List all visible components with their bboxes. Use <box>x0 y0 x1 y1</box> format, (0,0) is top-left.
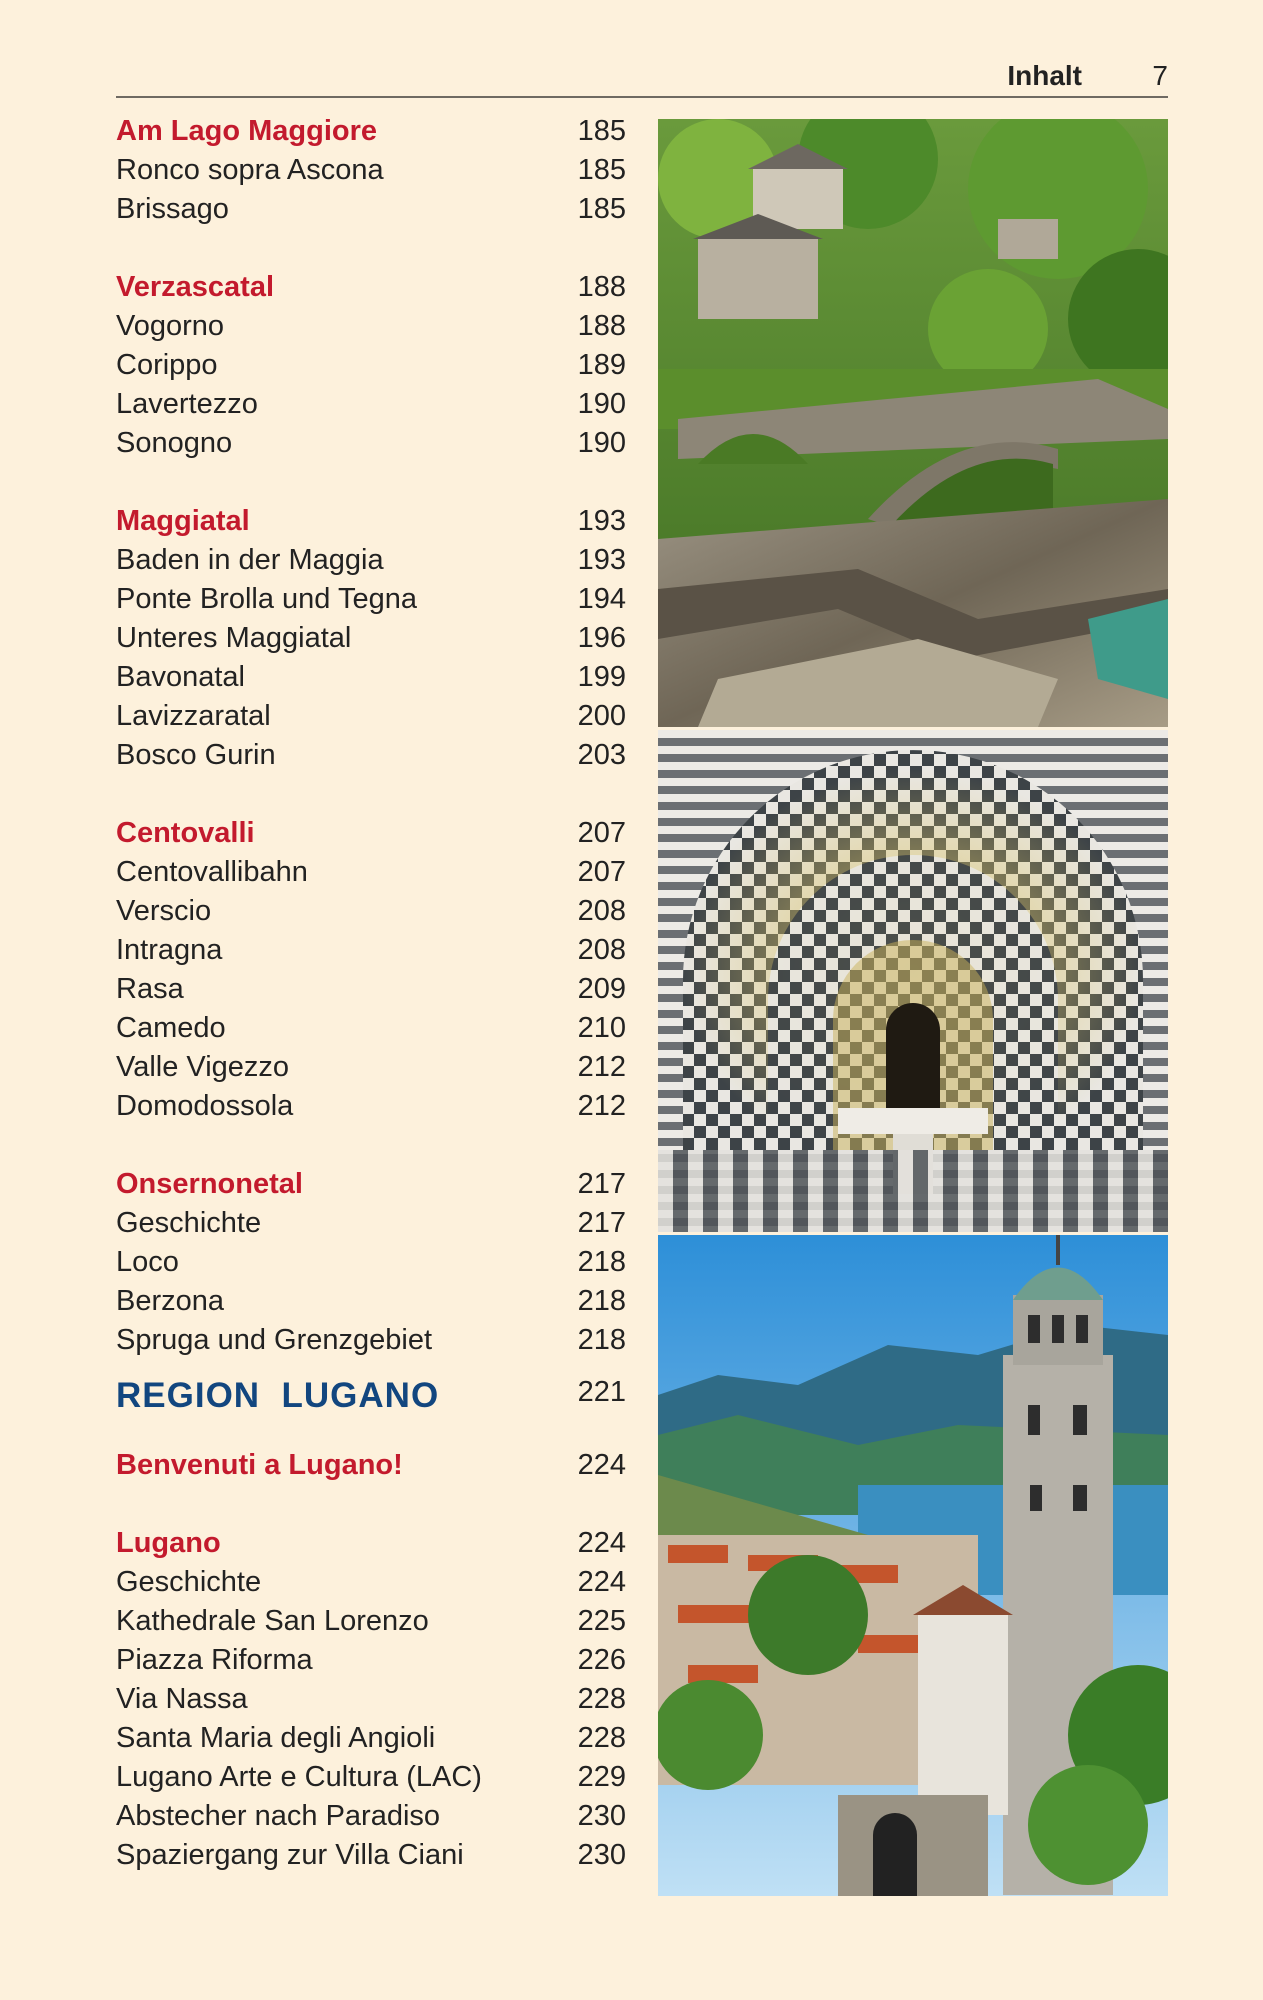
toc-entry-row[interactable] <box>116 1009 626 1048</box>
toc-entry-row[interactable] <box>116 1719 626 1758</box>
toc-page: 200 <box>577 700 626 732</box>
toc-entry-row[interactable] <box>116 1087 626 1126</box>
spacer <box>116 1485 626 1524</box>
toc-title: Am Lago Maggiore <box>116 115 378 147</box>
toc-title: Domodossola <box>116 1090 294 1122</box>
toc-entry-row[interactable] <box>116 151 626 190</box>
toc-page: 190 <box>577 388 626 420</box>
toc-entry-row[interactable] <box>116 1602 626 1641</box>
table-of-contents <box>116 112 626 1875</box>
spacer <box>116 775 626 814</box>
toc-chapter-row[interactable] <box>116 1165 626 1204</box>
toc-page: 185 <box>577 115 626 147</box>
toc-entry-row[interactable] <box>116 190 626 229</box>
photo-stone-bridge <box>658 119 1168 727</box>
toc-entry-row[interactable] <box>116 1758 626 1797</box>
toc-title: Spruga und Grenzgebiet <box>116 1324 432 1356</box>
toc-entry-row[interactable] <box>116 307 626 346</box>
toc-title: Rasa <box>116 973 184 1005</box>
region-title: REGION LUGANO <box>116 1376 440 1415</box>
toc-page: 221 <box>577 1376 626 1408</box>
toc-title: Intragna <box>116 934 223 966</box>
toc-entry-row[interactable] <box>116 892 626 931</box>
toc-page: 194 <box>577 583 626 615</box>
toc-page: 210 <box>577 1012 626 1044</box>
toc-page: 188 <box>577 310 626 342</box>
toc-page: 228 <box>577 1683 626 1715</box>
toc-entry-row[interactable] <box>116 619 626 658</box>
toc-page: 224 <box>577 1527 626 1559</box>
toc-page: 185 <box>577 193 626 225</box>
toc-page: 193 <box>577 505 626 537</box>
toc-title: Benvenuti a Lugano! <box>116 1449 403 1481</box>
toc-title: Geschichte <box>116 1566 262 1598</box>
toc-title: Lugano Arte e Cultura (LAC) <box>116 1761 482 1793</box>
toc-entry-row[interactable] <box>116 1641 626 1680</box>
toc-page: 203 <box>577 739 626 771</box>
toc-chapter-row[interactable] <box>116 1446 626 1485</box>
toc-title: Verzascatal <box>116 271 275 303</box>
toc-page: 208 <box>577 934 626 966</box>
toc-page: 226 <box>577 1644 626 1676</box>
toc-chapter-row[interactable] <box>116 814 626 853</box>
toc-page: 193 <box>577 544 626 576</box>
toc-page: 228 <box>577 1722 626 1754</box>
toc-title: Bosco Gurin <box>116 739 276 771</box>
toc-title: Lugano <box>116 1527 221 1559</box>
spacer <box>116 229 626 268</box>
toc-title: Vogorno <box>116 310 225 342</box>
toc-page: 196 <box>577 622 626 654</box>
toc-page: 212 <box>577 1051 626 1083</box>
toc-entry-row[interactable] <box>116 580 626 619</box>
toc-page: 217 <box>577 1207 626 1239</box>
toc-title: Brissago <box>116 193 229 225</box>
toc-title: Loco <box>116 1246 179 1278</box>
toc-page: 207 <box>577 817 626 849</box>
toc-title: Santa Maria degli Angioli <box>116 1722 436 1754</box>
toc-page: 190 <box>577 427 626 459</box>
toc-title: Centovalli <box>116 817 255 849</box>
toc-title: Valle Vigezzo <box>116 1051 290 1083</box>
toc-title: Spaziergang zur Villa Ciani <box>116 1839 464 1871</box>
toc-entry-row[interactable] <box>116 853 626 892</box>
toc-entry-row[interactable] <box>116 541 626 580</box>
page-number: 7 <box>1152 60 1168 91</box>
photo-chapel-arch <box>658 730 1168 1232</box>
toc-title: Camedo <box>116 1012 226 1044</box>
toc-title: Ponte Brolla und Tegna <box>116 583 417 615</box>
toc-title: Verscio <box>116 895 212 927</box>
toc-entry-row[interactable] <box>116 1563 626 1602</box>
spacer <box>116 463 626 502</box>
toc-page: 218 <box>577 1246 626 1278</box>
toc-title: Lavertezzo <box>116 388 258 420</box>
spacer <box>116 1126 626 1165</box>
toc-title: Piazza Riforma <box>116 1644 313 1676</box>
toc-title: Geschichte <box>116 1207 262 1239</box>
toc-title: Maggiatal <box>116 505 250 537</box>
toc-entry-row[interactable] <box>116 736 626 775</box>
toc-page: 185 <box>577 154 626 186</box>
toc-entry-row[interactable] <box>116 1282 626 1321</box>
toc-title: Berzona <box>116 1285 225 1317</box>
toc-entry-row[interactable] <box>116 385 626 424</box>
toc-page: 207 <box>577 856 626 888</box>
toc-title: Unteres Maggiatal <box>116 622 352 654</box>
toc-page: 224 <box>577 1449 626 1481</box>
toc-chapter-row[interactable] <box>116 268 626 307</box>
toc-page: 189 <box>577 349 626 381</box>
photo-lugano-cathedral <box>658 1235 1168 1896</box>
toc-entry-row[interactable] <box>116 1836 626 1875</box>
toc-title: Sonogno <box>116 427 233 459</box>
toc-entry-row[interactable] <box>116 931 626 970</box>
toc-entry-row[interactable] <box>116 346 626 385</box>
toc-entry-row[interactable] <box>116 424 626 463</box>
toc-page: 209 <box>577 973 626 1005</box>
toc-page: 212 <box>577 1090 626 1122</box>
toc-region-row[interactable] <box>116 1370 626 1422</box>
toc-page: 218 <box>577 1285 626 1317</box>
toc-title: Onsernonetal <box>116 1168 303 1200</box>
page-header <box>116 56 1168 98</box>
toc-page: 230 <box>577 1800 626 1832</box>
toc-title: Bavonatal <box>116 661 245 693</box>
toc-title: Abstecher nach Paradiso <box>116 1800 441 1832</box>
toc-title: Corippo <box>116 349 218 381</box>
toc-entry-row[interactable] <box>116 1048 626 1087</box>
toc-page: 188 <box>577 271 626 303</box>
toc-chapter-row[interactable] <box>116 502 626 541</box>
toc-title: Lavizzaratal <box>116 700 271 732</box>
toc-entry-row[interactable] <box>116 697 626 736</box>
toc-page: 225 <box>577 1605 626 1637</box>
toc-page: 218 <box>577 1324 626 1356</box>
toc-page: 217 <box>577 1168 626 1200</box>
toc-page: 208 <box>577 895 626 927</box>
toc-title: Ronco sopra Ascona <box>116 154 384 186</box>
spacer <box>116 1422 626 1446</box>
toc-title: Kathedrale San Lorenzo <box>116 1605 429 1637</box>
toc-entry-row[interactable] <box>116 658 626 697</box>
toc-title: Baden in der Maggia <box>116 544 384 576</box>
toc-page: 229 <box>577 1761 626 1793</box>
toc-entry-row[interactable] <box>116 970 626 1009</box>
toc-page: 199 <box>577 661 626 693</box>
toc-title: Via Nassa <box>116 1683 248 1715</box>
toc-entry-row[interactable] <box>116 1321 626 1360</box>
toc-entry-row[interactable] <box>116 1243 626 1282</box>
toc-chapter-row[interactable] <box>116 1524 626 1563</box>
toc-entry-row[interactable] <box>116 1680 626 1719</box>
toc-chapter-row[interactable] <box>116 112 626 151</box>
toc-entry-row[interactable] <box>116 1204 626 1243</box>
toc-entry-row[interactable] <box>116 1797 626 1836</box>
toc-title: Centovallibahn <box>116 856 308 888</box>
toc-page: 230 <box>577 1839 626 1871</box>
toc-page: 224 <box>577 1566 626 1598</box>
section-title: Inhalt <box>1007 60 1082 91</box>
